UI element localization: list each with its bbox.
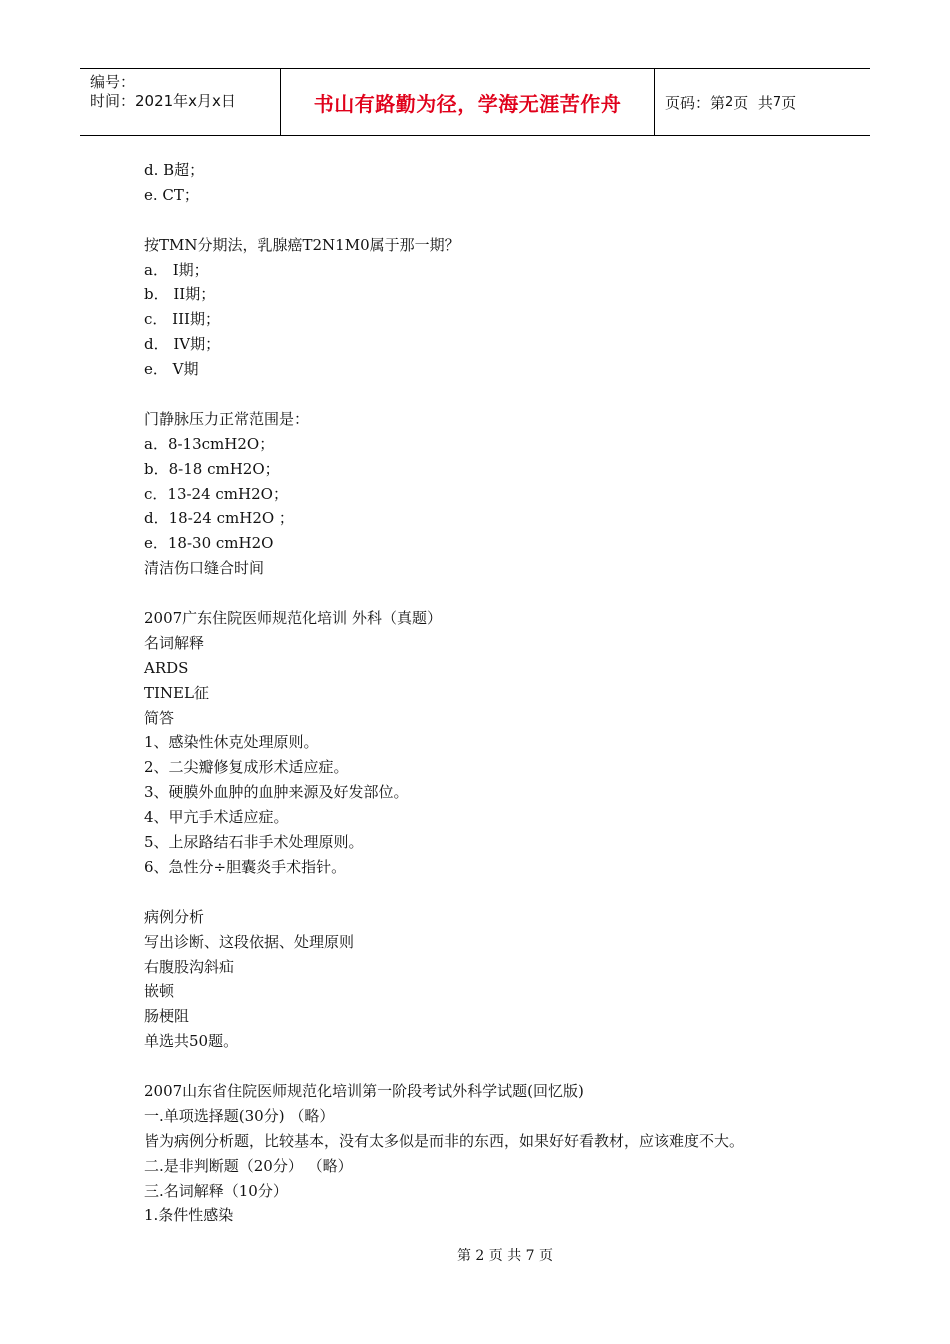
text-line: e. CT；: [144, 185, 199, 204]
page-suffix: 页: [781, 93, 797, 112]
text-line: 3、硬膜外血肿的血肿来源及好发部位。: [144, 783, 409, 802]
time-label: 时间：2021年x月x日: [90, 92, 236, 110]
text-line: 单选共50题。: [144, 1032, 239, 1051]
text-line: 2007广东住院医师规范化培训 外科（真题）: [144, 609, 442, 628]
text-line: 一.单项选择题(30分) （略）: [144, 1106, 335, 1125]
text-line: ARDS: [144, 658, 189, 677]
text-line: 按TMN分期法，乳腺癌T2N1M0属于那一期？: [144, 235, 460, 254]
text-line: 门静脉压力正常范围是：: [144, 409, 310, 428]
text-line: [144, 880, 844, 905]
text-line: a．8-13cmH2O；: [144, 434, 275, 453]
text-line: c． III期；: [144, 310, 220, 329]
text-line: 写出诊断、这段依据、处理原则: [144, 932, 355, 951]
text-line: e．18-30 cmH2O: [144, 534, 274, 553]
page-mid: 页 共: [733, 93, 773, 112]
text-line: b．8-18 cmH2O；: [144, 459, 280, 478]
document-body: [144, 158, 844, 1228]
text-line: 名词解释: [144, 633, 205, 652]
text-line: 肠梗阻: [144, 1007, 190, 1026]
page-footer: 第 2 页 共 7 页: [456, 1248, 554, 1264]
text-line: 三.名词解释（10分）: [144, 1181, 288, 1200]
text-line: [144, 581, 844, 606]
text-line: 5、上尿路结石非手术处理原则。: [144, 833, 364, 852]
page-header: [80, 68, 870, 136]
text-line: 4、甲亢手术适应症。: [144, 808, 289, 827]
header-motto: 书山有路勤为径，学海无涯苦作舟: [281, 69, 655, 135]
text-line: 皆为病例分析题，比较基本，没有太多似是而非的东西，如果好好看教材，应该难度不大。: [144, 1131, 745, 1150]
text-line: b． II期；: [144, 285, 216, 304]
text-line: d. B超；: [144, 161, 205, 179]
text-line: 二.是非判断题（20分） （略）: [144, 1156, 353, 1175]
text-line: [144, 1054, 844, 1079]
text-line: [144, 382, 844, 407]
text-line: 2、二尖瓣修复成形术适应症。: [144, 758, 349, 777]
text-line: [144, 208, 844, 233]
text-line: 1.条件性感染: [144, 1206, 234, 1225]
text-line: 6、急性分÷胆囊炎手术指针。: [144, 857, 347, 876]
text-line: 右腹股沟斜疝: [144, 957, 235, 976]
text-line: 病例分析: [144, 907, 205, 926]
header-page-info: [655, 69, 870, 135]
page-number: 2: [725, 94, 734, 110]
number-label: 编号：: [90, 73, 136, 91]
page-prefix: 页码：第: [665, 93, 726, 112]
text-line: a． I期；: [144, 260, 209, 279]
text-line: c．13-24 cmH2O；: [144, 484, 288, 503]
text-line: 1、感染性休克处理原则。: [144, 733, 319, 752]
text-line: e． Ⅴ期: [144, 360, 199, 379]
text-line: 2007山东省住院医师规范化培训第一阶段考试外科学试题(回忆版): [144, 1081, 584, 1100]
page-total: 7: [772, 94, 782, 110]
text-line: 清洁伤口缝合时间: [144, 559, 265, 578]
header-meta: [80, 69, 281, 135]
text-line: 嵌顿: [144, 982, 175, 1001]
text-line: d．18-24 cmH2O ；: [144, 509, 294, 528]
text-line: TINEL征: [144, 683, 209, 702]
text-line: 简答: [144, 708, 175, 727]
text-line: d． IV期；: [144, 335, 221, 354]
